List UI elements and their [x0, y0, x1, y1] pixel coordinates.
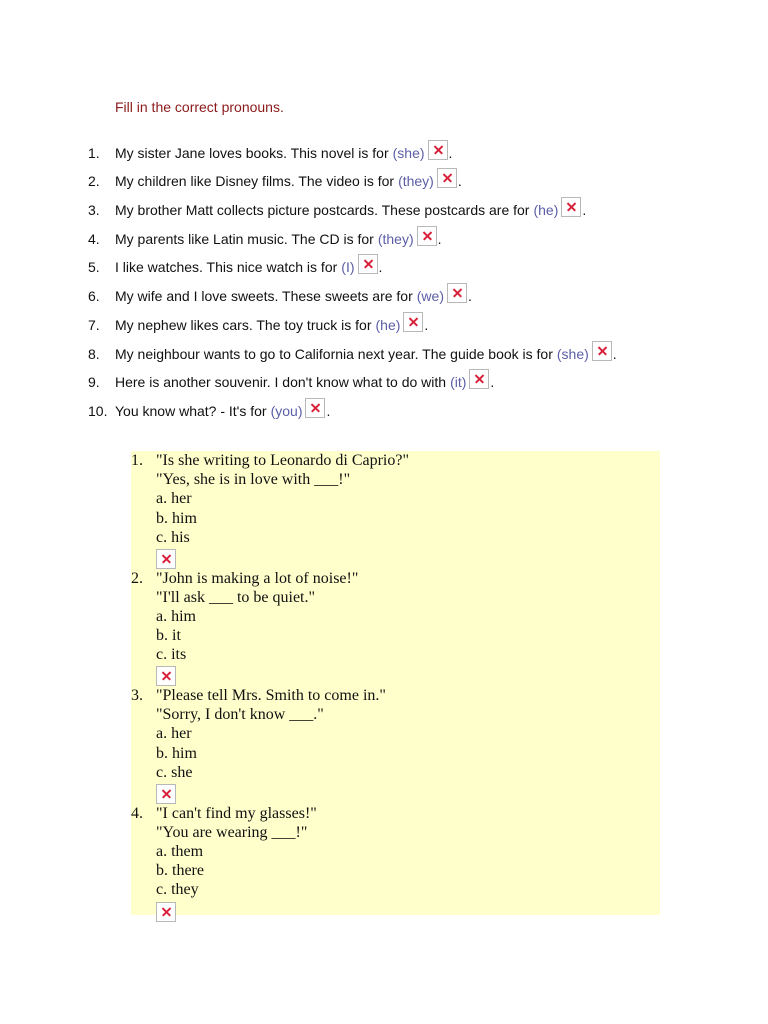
sentence-text: My wife and I love sweets. These sweets are for: [115, 288, 413, 305]
option-b: b. there: [156, 862, 204, 880]
broken-image-icon[interactable]: [428, 140, 448, 160]
sentence-text: My sister Jane loves books. This novel is for: [115, 144, 389, 161]
item-number: 10.: [88, 402, 108, 419]
item-number: 5.: [88, 259, 100, 276]
option-b: b. him: [156, 744, 197, 762]
question-text: "John is making a lot of noise!": [156, 569, 359, 587]
list-item: 5. I like watches. This nice watch is for (I) .: [88, 248, 617, 277]
option-a: a. her: [156, 725, 192, 743]
list-item: 8. My neighbour wants to go to California next year. The guide book is for (she) .: [88, 334, 617, 363]
answer-prompt: "Yes, she is in love with ___!": [156, 471, 351, 489]
question-number: 2.: [131, 569, 143, 587]
pronoun-hint: (she): [556, 345, 589, 362]
item-number: 1.: [88, 144, 100, 161]
pronoun-hint: (you): [270, 402, 303, 419]
sentence-text: My children like Disney films. The video is for: [115, 173, 395, 190]
pronoun-hint: (I): [341, 259, 355, 276]
broken-image-icon[interactable]: [447, 283, 467, 303]
broken-image-icon[interactable]: [469, 369, 489, 389]
item-number: 6.: [88, 288, 100, 305]
option-c: c. they: [156, 881, 199, 899]
broken-image-icon[interactable]: [403, 312, 423, 332]
question-text: "Please tell Mrs. Smith to come in.": [156, 687, 386, 705]
question-number: 4.: [131, 804, 143, 822]
list-item: 1. My sister Jane loves books. This novel is for (she) .: [88, 133, 617, 162]
broken-image-icon[interactable]: [156, 784, 176, 804]
option-a: a. her: [156, 490, 192, 508]
item-number: 3.: [88, 202, 100, 219]
broken-image-icon[interactable]: [417, 226, 437, 246]
list-item: 7. My nephew likes cars. The toy truck is for (he) .: [88, 305, 617, 334]
broken-image-icon[interactable]: [156, 902, 176, 922]
question-text: "I can't find my glasses!": [156, 804, 317, 822]
pronoun-hint: (he): [533, 202, 559, 219]
broken-image-icon[interactable]: [156, 666, 176, 686]
item-number: 7.: [88, 316, 100, 333]
broken-image-icon[interactable]: [156, 549, 176, 569]
list-item: 6. My wife and I love sweets. These sweets are for (we) .: [88, 276, 617, 305]
pronoun-hint: (they): [398, 173, 434, 190]
quiz-question: [131, 451, 660, 569]
broken-image-icon[interactable]: [561, 197, 581, 217]
sentence-text: I like watches. This nice watch is for: [115, 259, 338, 276]
answer-prompt: "You are wearing ___!": [156, 823, 308, 841]
item-number: 4.: [88, 230, 100, 247]
list-item: 3. My brother Matt collects picture postcards. These postcards are for (he) .: [88, 190, 617, 219]
question-text: "Is she writing to Leonardo di Caprio?": [156, 452, 410, 469]
answer-prompt: "Sorry, I don't know ___.": [156, 706, 324, 724]
item-number: 2.: [88, 173, 100, 190]
sentence-text: My parents like Latin music. The CD is for: [115, 230, 374, 247]
question-number: 1.: [131, 452, 143, 469]
option-b: b. him: [156, 509, 197, 527]
list-item: 2. My children like Disney films. The video is for (they) .: [88, 162, 617, 191]
list-item: 10. You know what? - It's for (you) .: [88, 391, 617, 420]
broken-image-icon[interactable]: [437, 168, 457, 188]
option-c: c. his: [156, 528, 190, 546]
sentence-text: You know what? - It's for: [115, 402, 267, 419]
option-a: a. him: [156, 607, 196, 625]
quiz-question: [131, 804, 660, 922]
sentence-text: My neighbour wants to go to California next year. The guide book is for: [115, 345, 553, 362]
broken-image-icon[interactable]: [358, 254, 378, 274]
item-number: 8.: [88, 345, 100, 362]
option-c: c. its: [156, 646, 187, 664]
option-a: a. them: [156, 842, 204, 860]
list-item: 9. Here is another souvenir. I don't know what to do with (it) .: [88, 363, 617, 392]
answer-prompt: "I'll ask ___ to be quiet.": [156, 588, 316, 606]
pronoun-hint: (he): [375, 316, 401, 333]
pronoun-hint: (they): [377, 230, 414, 247]
quiz-question: [131, 686, 660, 804]
pronoun-hint: (it): [450, 374, 467, 391]
sentence-text: Here is another souvenir. I don't know what to do with: [115, 374, 447, 391]
quiz-question: [131, 569, 660, 687]
pronoun-hint: (she): [392, 144, 425, 161]
sentence-text: My brother Matt collects picture postcards. These postcards are for: [115, 202, 530, 219]
broken-image-icon[interactable]: [305, 398, 325, 418]
multiple-choice-quiz: [131, 451, 660, 915]
list-item: 4. My parents like Latin music. The CD is for (they) .: [88, 219, 617, 248]
pronoun-hint: (we): [416, 288, 444, 305]
option-c: c. she: [156, 763, 193, 781]
broken-image-icon[interactable]: [592, 341, 612, 361]
item-number: 9.: [88, 374, 100, 391]
fill-in-exercise-list: [88, 133, 617, 420]
sentence-text: My nephew likes cars. The toy truck is for: [115, 316, 372, 333]
question-number: 3.: [131, 687, 143, 705]
instruction-title: Fill in the correct pronouns.: [115, 99, 284, 115]
option-b: b. it: [156, 627, 181, 645]
